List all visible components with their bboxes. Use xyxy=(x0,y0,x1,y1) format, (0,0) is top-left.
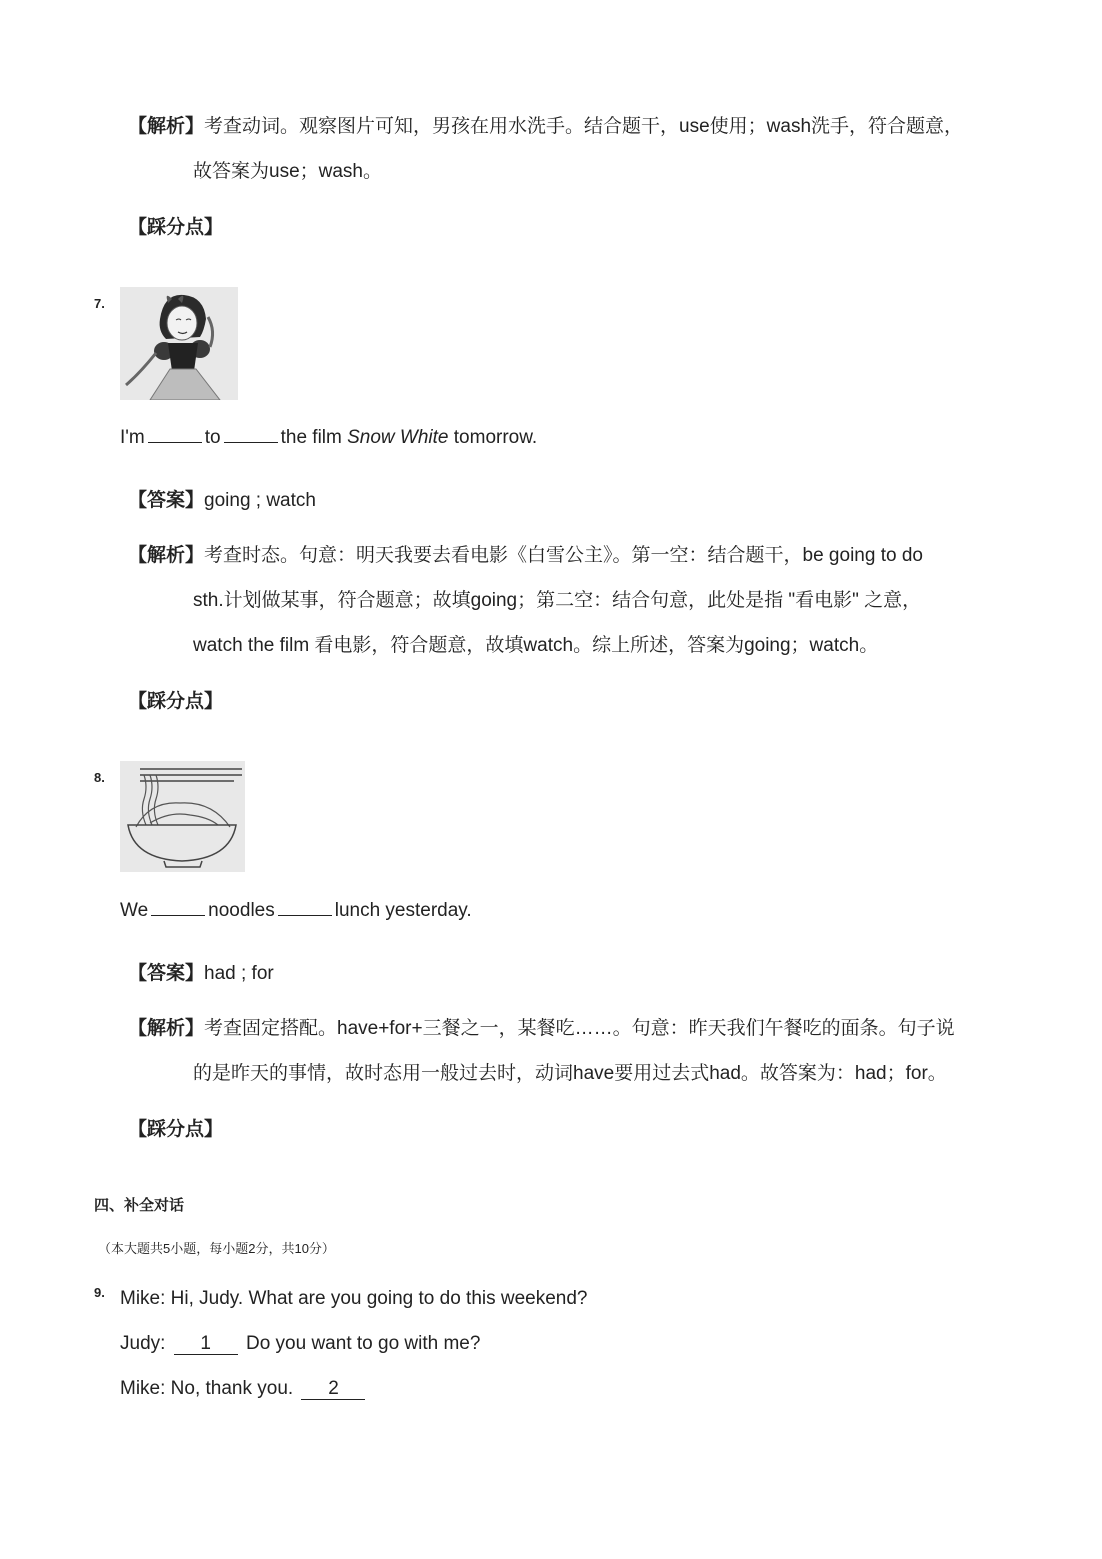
answer-blank xyxy=(278,914,332,916)
dialogue-line xyxy=(120,1321,480,1366)
sentence-part: tomorrow. xyxy=(453,427,538,448)
sentence-part: lunch yesterday. xyxy=(334,900,472,921)
film-title: Snow White xyxy=(347,427,449,448)
q8-answer xyxy=(128,951,274,996)
q8-analysis-line2: 的是昨天的事情，故时态用一般过去时，动词have要用过去式had。故答案为：had；for。 xyxy=(193,1063,947,1084)
speaker-text: Mike: No, thank you. xyxy=(120,1378,294,1399)
sentence-part: the film xyxy=(280,427,342,448)
dialogue-blank: 2 xyxy=(301,1379,365,1400)
speaker-text: Do you want to go with me? xyxy=(245,1333,481,1354)
q8-sentence xyxy=(120,888,472,933)
analysis-text: 考查时态。句意：明天我要去看电影《白雪公主》。第一空：结合题干，be going to do xyxy=(204,545,923,566)
dialogue-line: Mike: Hi, Judy. What are you going to do this weekend? xyxy=(120,1288,588,1309)
answer-blank xyxy=(148,441,202,443)
sentence-part: We xyxy=(120,900,149,921)
analysis-tag: 【解析】 xyxy=(128,1018,205,1039)
dialogue-line xyxy=(120,1366,368,1411)
answer-tag: 【答案】 xyxy=(128,963,205,984)
question-number: 9. xyxy=(94,1285,105,1300)
sentence-part: to xyxy=(204,427,221,448)
analysis-text: 考查固定搭配。have+for+三餐之一，某餐吃……。句意：昨天我们午餐吃的面条。句子说 xyxy=(204,1018,955,1039)
sentence-part: noodles xyxy=(208,900,275,921)
snow-white-illustration-icon xyxy=(120,287,238,400)
q7-sentence xyxy=(120,415,537,460)
question-number: 7. xyxy=(94,296,105,311)
q8-score-point: 【踩分点】 xyxy=(128,1119,224,1140)
section-note: （本大题共5小题，每小题2分，共10分） xyxy=(98,1241,335,1256)
answer-blank xyxy=(224,441,278,443)
dialogue-blank: 1 xyxy=(174,1334,238,1355)
answer-blank xyxy=(151,914,205,916)
q7-analysis-line3: watch the film 看电影，符合题意，故填watch。综上所述，答案为going；watch。 xyxy=(193,635,879,656)
q7-analysis-line1 xyxy=(128,533,923,578)
q7-analysis-line2: sth.计划做某事，符合题意；故填going；第二空：结合句意，此处是指 "看电影" 之意， xyxy=(193,590,922,611)
analysis-tag: 【解析】 xyxy=(128,116,205,137)
q8-analysis-line1 xyxy=(128,1006,955,1051)
q6-analysis-line2: 故答案为use；wash。 xyxy=(193,161,382,182)
answer-tag: 【答案】 xyxy=(128,490,205,511)
q7-answer xyxy=(128,478,316,523)
noodle-bowl-illustration-icon xyxy=(120,761,245,872)
q6-score-point: 【踩分点】 xyxy=(128,217,224,238)
analysis-text: 考查动词。观察图片可知，男孩在用水洗手。结合题干，use使用；wash洗手，符合题意， xyxy=(204,116,964,137)
speaker-text: Judy: xyxy=(120,1333,166,1354)
sentence-part: I'm xyxy=(120,427,145,448)
answer-text: had ; for xyxy=(204,963,274,984)
q6-analysis-line1 xyxy=(128,104,963,149)
section-title: 四、补全对话 xyxy=(94,1197,185,1214)
answer-text: going ; watch xyxy=(204,490,316,511)
question-number: 8. xyxy=(94,770,105,785)
q7-score-point: 【踩分点】 xyxy=(128,691,224,712)
analysis-tag: 【解析】 xyxy=(128,545,205,566)
